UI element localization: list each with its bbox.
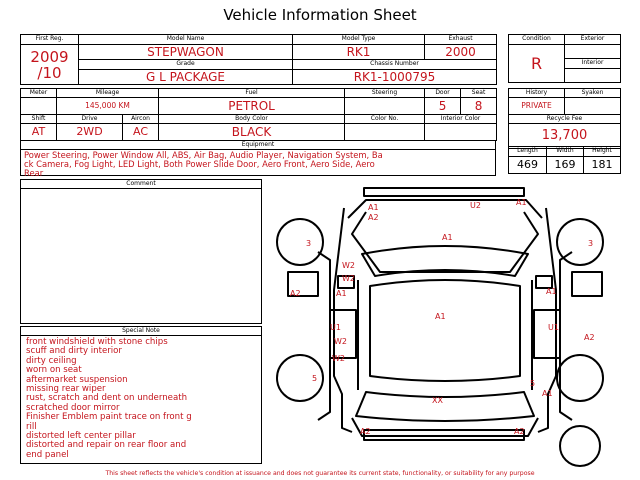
color-no-label: Color No.: [345, 115, 425, 124]
steering-label: Steering: [345, 89, 425, 98]
equipment-line: Power Steering, Power Window All, ABS, Air Bag, Audio Player, Navigation System, Ba: [24, 150, 383, 160]
disclaimer-footer: This sheet reflects the vehicle's condition at issuance and does not guarantee its current state, functionality, or suitability for any purpose: [105, 470, 535, 477]
aircon-label: Aircon: [123, 115, 159, 124]
grade-label: Grade: [79, 60, 293, 70]
right-body-side: [538, 208, 556, 432]
syaken-value: [565, 98, 621, 115]
recycle-fee-label: Recycle Fee: [509, 115, 621, 124]
damage-code: W2: [332, 354, 345, 363]
seat-value: 8: [461, 98, 497, 115]
roof: [370, 280, 520, 381]
dimensions-table: [508, 146, 621, 174]
special-note-item: end panel: [26, 449, 69, 460]
condition-table: [508, 34, 621, 83]
left-side-panel: [318, 252, 330, 420]
condition-value: R: [509, 45, 565, 83]
body-color-value: BLACK: [159, 124, 345, 141]
model-type-value: RK1: [293, 45, 425, 60]
damage-code: A1: [368, 203, 379, 212]
front-section: [352, 212, 538, 272]
special-note-item: rust, scratch and dent on underneath: [26, 393, 188, 404]
body-color-label: Body Color: [159, 115, 345, 124]
equipment-box: [20, 140, 496, 176]
special-note-item: scratched door mirror: [26, 402, 120, 413]
drive-label: Drive: [57, 115, 123, 124]
interior-value: [565, 69, 621, 83]
door-label: Door: [425, 89, 461, 98]
damage-code: 3: [306, 239, 312, 248]
right-side-panel: [560, 252, 572, 420]
car-damage-diagram: [270, 180, 620, 468]
meter-label: Meter: [21, 89, 57, 98]
spare-tire: [560, 426, 600, 466]
history-value: PRIVATE: [509, 98, 565, 115]
damage-code: A2: [584, 333, 595, 342]
exterior-label: Exterior: [565, 35, 621, 45]
interior-label: Interior: [565, 59, 621, 69]
model-name-value: STEPWAGON: [79, 45, 293, 60]
history-label: History: [509, 89, 565, 98]
damage-code: U1: [548, 323, 559, 332]
damage-code: W2: [334, 337, 347, 346]
shift-label: Shift: [21, 115, 57, 124]
special-note-box: [20, 326, 262, 464]
comment-label: Comment: [21, 180, 261, 189]
grade-value: G L PACKAGE: [79, 70, 293, 85]
first-reg-value: [21, 45, 79, 85]
height-label: Height: [584, 147, 621, 157]
chassis-number-label: Chassis Number: [293, 60, 497, 70]
special-note-item: dirty ceiling: [26, 355, 77, 366]
model-name-label: Model Name: [79, 35, 293, 45]
equipment-label: Equipment: [21, 141, 495, 150]
drive-value: 2WD: [57, 124, 123, 141]
damage-code: A1: [546, 287, 557, 296]
exhaust-label: Exhaust: [425, 35, 497, 45]
aircon-value: AC: [123, 124, 159, 141]
mileage-value: 145,000 KM: [57, 98, 159, 115]
special-note-item: Finisher Emblem paint trace on front g: [26, 412, 192, 423]
damage-code: A2: [290, 289, 301, 298]
damage-code: W2: [342, 274, 355, 283]
equipment-text: [21, 150, 495, 177]
damage-code: 3: [588, 239, 594, 248]
right-rear-wheel: [557, 355, 603, 401]
damage-code: U2: [470, 201, 481, 210]
door-value: 5: [425, 98, 461, 115]
exhaust-value: 2000: [425, 45, 497, 60]
right-front-fender: [572, 272, 602, 296]
first-reg-label: First Reg.: [21, 35, 79, 45]
left-body-side: [334, 208, 352, 432]
syaken-label: Syaken: [565, 89, 621, 98]
damage-code: A1: [442, 233, 453, 242]
seat-label: Seat: [461, 89, 497, 98]
equipment-line: Rear: [24, 167, 44, 178]
damage-code: A2: [360, 427, 371, 436]
width-label: Width: [547, 147, 584, 157]
mileage-label: Mileage: [57, 89, 159, 98]
special-note-item: aftermarket suspension: [26, 374, 128, 385]
damage-code: A1: [516, 198, 527, 207]
special-note-list: [21, 336, 261, 460]
spec-table: [20, 88, 497, 141]
shift-value: AT: [21, 124, 57, 141]
damage-code: A2: [368, 213, 379, 222]
history-table: [508, 88, 621, 149]
damage-code: W2: [342, 261, 355, 270]
length-label: Length: [509, 147, 547, 157]
equipment-line: ck Camera, Fog Light, LED Light, Both Power Slide Door, Aero Front, Aero Side, Aero: [24, 158, 375, 169]
damage-code: XX: [432, 396, 443, 405]
special-note-item: missing rear wiper: [26, 384, 106, 395]
sheet-title: Vehicle Information Sheet: [223, 6, 417, 24]
fuel-label: Fuel: [159, 89, 345, 98]
right-front-wheel: [557, 219, 603, 265]
damage-code: 5: [530, 379, 536, 388]
front-bumper: [364, 188, 524, 196]
height-value: 181: [584, 157, 621, 174]
comment-box: [20, 179, 262, 324]
special-note-item: scuff and dirty interior: [26, 346, 122, 357]
damage-code: A2: [514, 427, 525, 436]
meter-value: [21, 98, 57, 115]
chassis-number-value: RK1-1000795: [293, 70, 497, 85]
damage-code: A1: [542, 389, 553, 398]
special-note-item: worn on seat: [26, 365, 82, 376]
interior-color-value: [425, 124, 497, 141]
special-note-item: distorted and repair on rear floor and: [26, 440, 187, 451]
first-reg-year: 2009: [30, 47, 69, 66]
special-note-item: rill: [26, 421, 37, 432]
damage-code: A1: [336, 289, 347, 298]
fuel-value: PETROL: [159, 98, 345, 115]
width-value: 169: [547, 157, 584, 174]
first-reg-month: /10: [37, 63, 62, 82]
model-info-table: [20, 34, 497, 85]
damage-code: 5: [312, 374, 318, 383]
steering-value: [345, 98, 425, 115]
special-note-item: front windshield with stone chips: [26, 337, 168, 347]
rear-window: [356, 392, 534, 421]
condition-label: Condition: [509, 35, 565, 45]
exterior-value: [565, 45, 621, 59]
special-note-label: Special Note: [21, 327, 261, 336]
color-no-value: [345, 124, 425, 141]
special-note-item: distorted left center pillar: [26, 431, 136, 442]
interior-color-label: Interior Color: [425, 115, 497, 124]
damage-code: A1: [435, 312, 446, 321]
recycle-fee-value: 13,700: [509, 124, 621, 149]
model-type-label: Model Type: [293, 35, 425, 45]
length-value: 469: [509, 157, 547, 174]
damage-code: U1: [330, 323, 341, 332]
left-front-wheel: [277, 219, 323, 265]
